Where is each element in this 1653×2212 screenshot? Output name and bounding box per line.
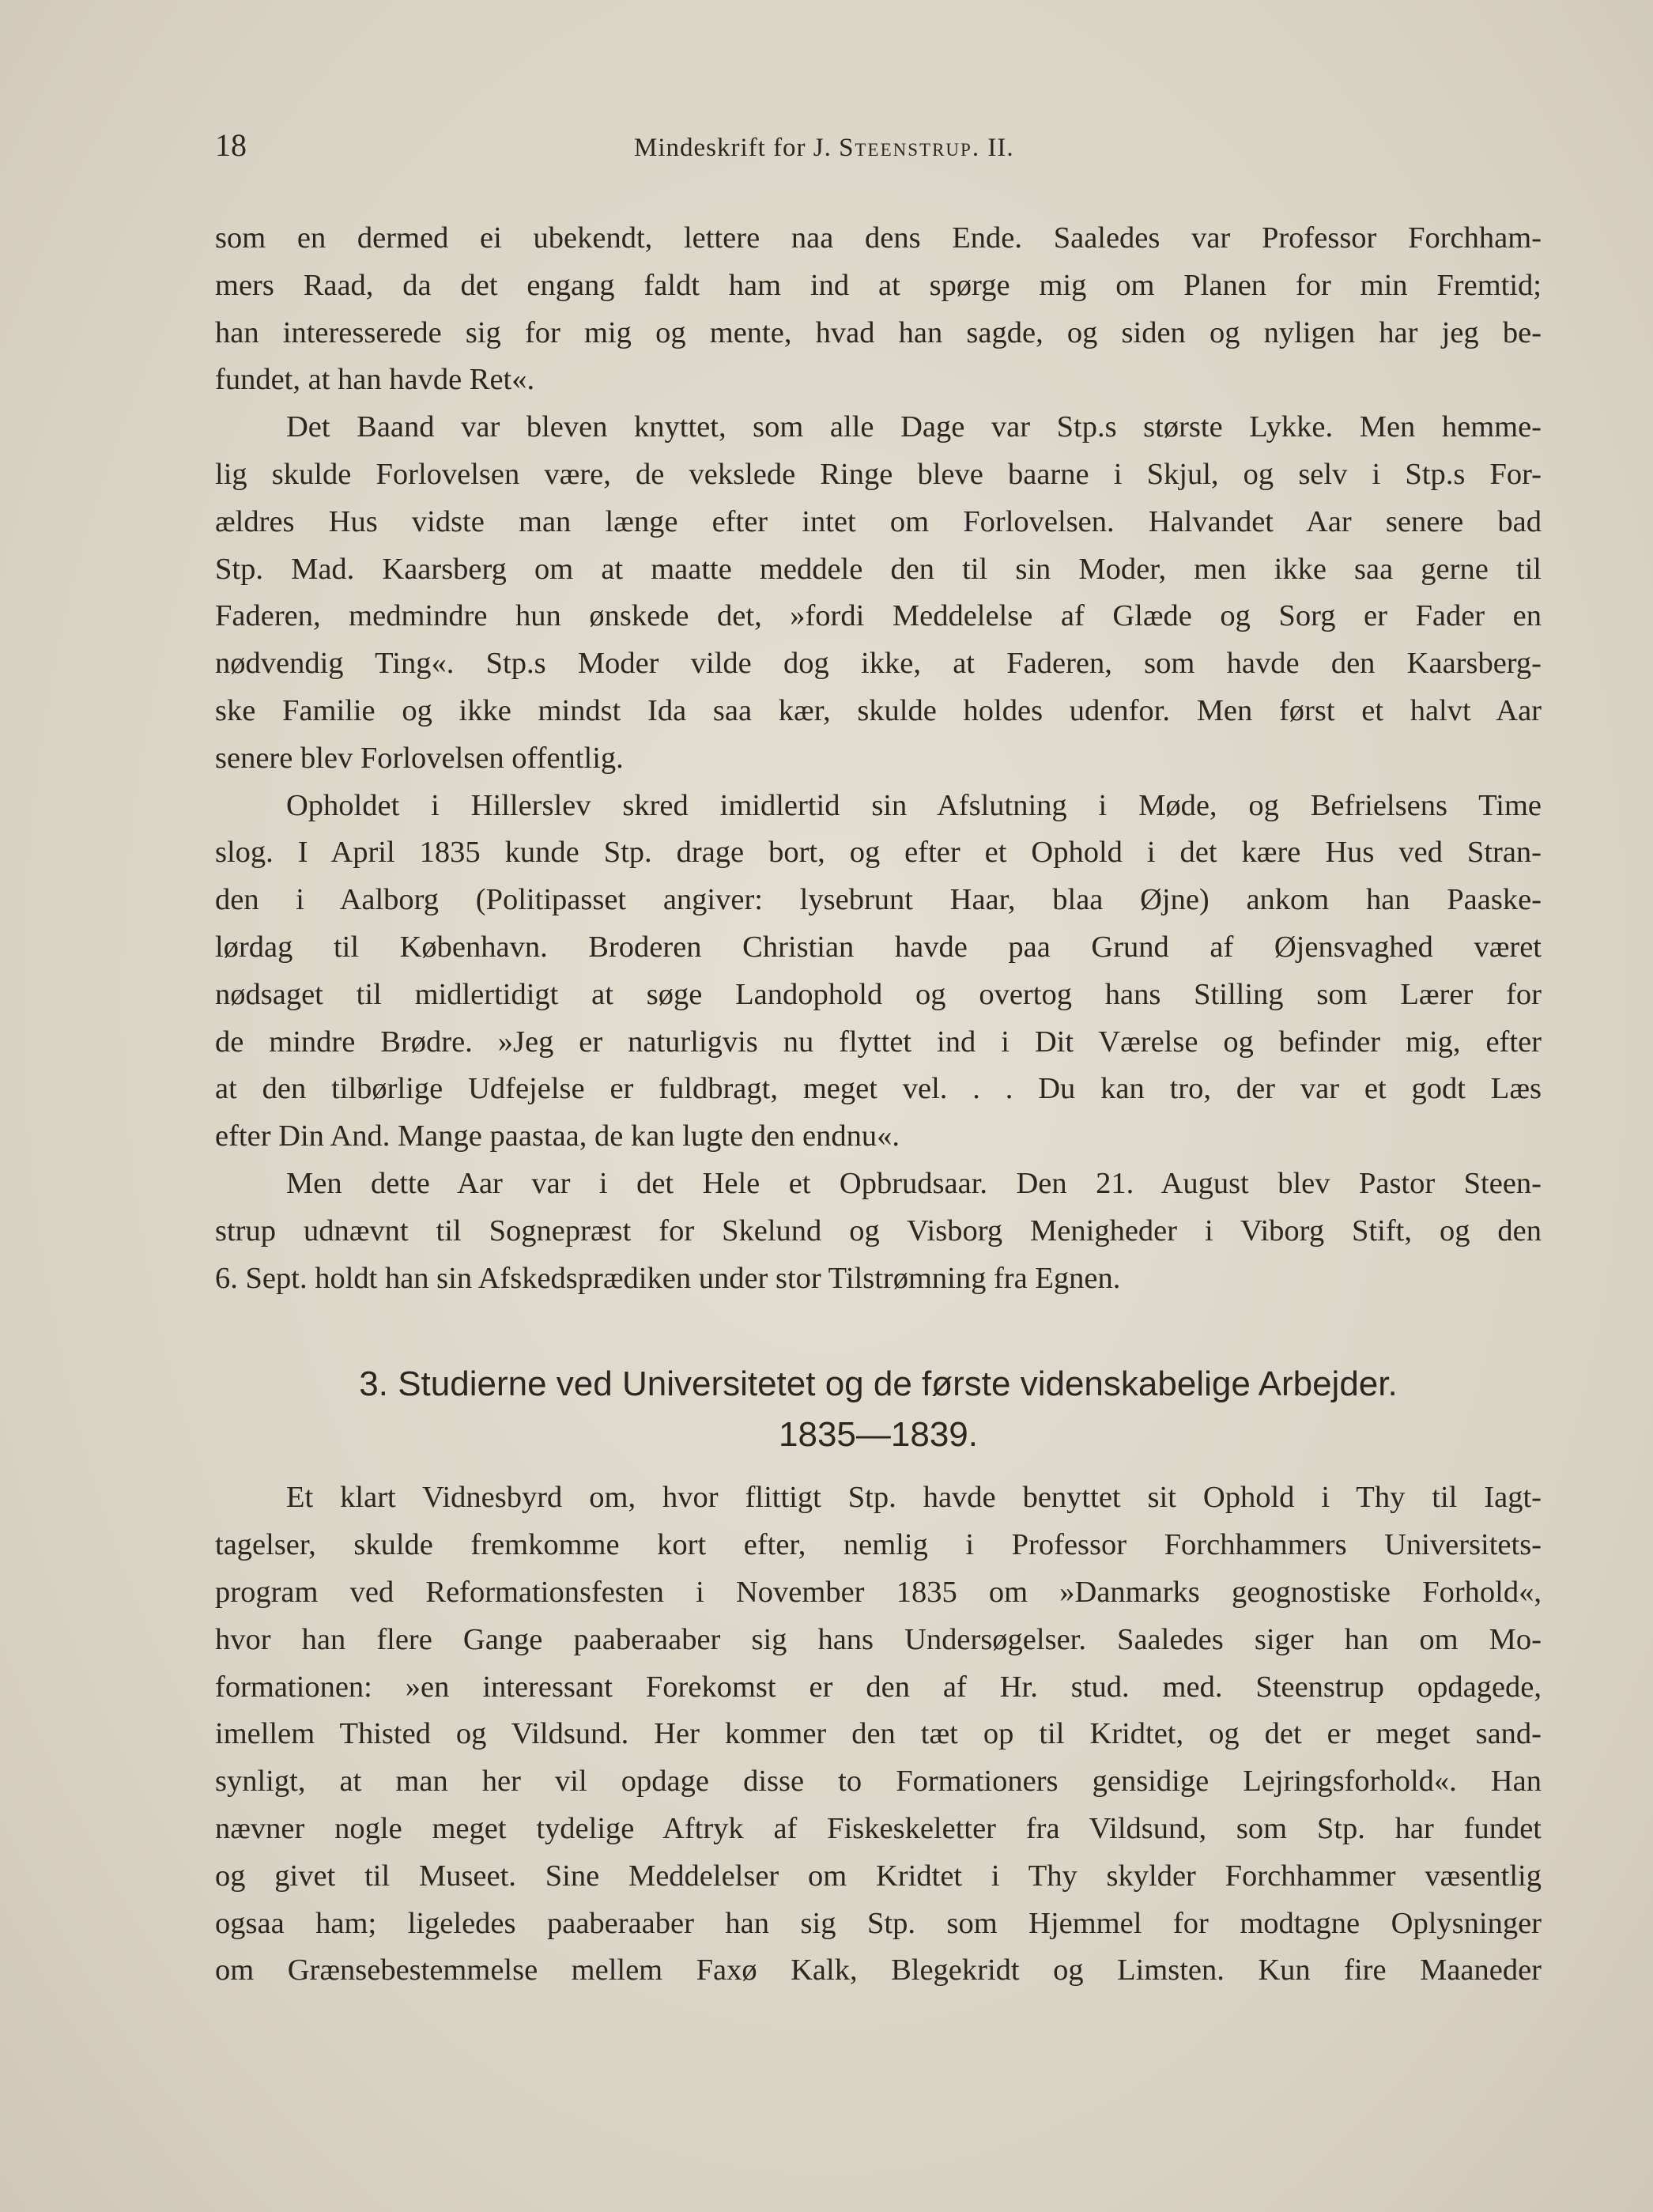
- text-line: efter Din And. Mange paastaa, de kan lugte den endnu«.: [215, 1119, 900, 1153]
- text-line: nævner nogle meget tydelige Aftryk af Fiskeskeletter fra Vildsund, som Stp. har fundet: [215, 1811, 1542, 1845]
- text-line: synligt, at man her vil opdage disse to Formationers gensidige Lejringsforhold«. Han: [215, 1765, 1542, 1799]
- text-line: ogsaa ham; ligeledes paaberaaber han sig Stp. som Hjemmel for modtagne Oplysninger: [215, 1906, 1542, 1940]
- text-line: den i Aalborg (Politipasset angiver: lysebrunt Haar, blaa Øjne) ankom han Paaske-: [215, 883, 1542, 917]
- section-title: 3. Studierne ved Universitetet og de første videnskabelige Arbejder.: [359, 1365, 1398, 1404]
- text-line: ske Familie og ikke mindst Ida saa kær, skulde holdes udenfor. Men først et halvt Aar: [215, 693, 1542, 727]
- text-line: mers Raad, da det engang faldt ham ind at spørge mig om Planen for min Fremtid;: [215, 268, 1542, 302]
- text-line: at den tilbørlige Udfejelse er fuldbragt, meget vel. . . Du kan tro, der var et godt Læs: [215, 1072, 1542, 1106]
- running-head: [634, 134, 1014, 163]
- page-header: [215, 126, 1542, 174]
- running-head-prefix: Mindeskrift for J.: [634, 134, 832, 162]
- running-head-volume: II.: [987, 134, 1014, 162]
- section-heading: [215, 1359, 1542, 1460]
- text-line: formationen: »en interessant Forekomst er den af Hr. stud. med. Steenstrup opdagede,: [215, 1670, 1542, 1704]
- text-line: Et klart Vidnesbyrd om, hvor flittigt Stp. havde benyttet sit Ophold i Thy til Iagt-: [286, 1481, 1542, 1515]
- paragraph-4: [215, 1161, 1542, 1302]
- text-line: nødsaget til midlertidigt at søge Landophold og overtog hans Stilling som Lærer for: [215, 977, 1542, 1011]
- page-number: 18: [215, 127, 247, 163]
- body-text: [215, 215, 1542, 1995]
- text-line: nødvendig Ting«. Stp.s Moder vilde dog ikke, at Faderen, som havde den Kaarsberg-: [215, 647, 1542, 681]
- text-line: Det Baand var bleven knyttet, som alle Dage var Stp.s største Lykke. Men hemme-: [286, 410, 1542, 444]
- text-line: Opholdet i Hillerslev skred imidlertid sin Afslutning i Møde, og Befrielsens Time: [286, 788, 1542, 822]
- text-line: program ved Reformationsfesten i November 1835 om »Danmarks geognostiske Forhold«,: [215, 1575, 1542, 1609]
- text-line: 6. Sept. holdt han sin Afskedsprædiken under stor Tilstrømning fra Egnen.: [215, 1261, 1121, 1295]
- text-line: som en dermed ei ubekendt, lettere naa dens Ende. Saaledes var Professor Forchham-: [215, 221, 1542, 255]
- text-line: hvor han flere Gange paaberaaber sig hans Undersøgelser. Saaledes siger han om Mo-: [215, 1622, 1542, 1656]
- text-line: lørdag til København. Broderen Christian havde paa Grund af Øjensvaghed været: [215, 930, 1542, 964]
- text-line: ældres Hus vidste man længe efter intet om Forlovelsen. Halvandet Aar senere bad: [215, 504, 1542, 538]
- text-line: strup udnævnt til Sognepræst for Skelund og Visborg Menigheder i Viborg Stift, og den: [215, 1214, 1542, 1248]
- text-line: slog. I April 1835 kunde Stp. drage bort, og efter et Ophold i det kære Hus ved Stran-: [215, 836, 1542, 870]
- paragraph-3: [215, 783, 1542, 1161]
- text-line: han interesserede sig for mig og mente, hvad han sagde, og siden og nyligen har jeg be-: [215, 315, 1542, 349]
- text-line: og givet til Museet. Sine Meddelelser om Kridtet i Thy skylder Forchhammer væsentlig: [215, 1859, 1542, 1893]
- running-head-name: Steenstrup.: [839, 134, 981, 162]
- book-page: [215, 126, 1542, 1995]
- paragraph-1: [215, 215, 1542, 404]
- text-line: senere blev Forlovelsen offentlig.: [215, 741, 624, 775]
- section-years: 1835—1839.: [779, 1415, 978, 1455]
- text-line: Stp. Mad. Kaarsberg om at maatte meddele den til sin Moder, men ikke saa gerne til: [215, 552, 1542, 586]
- text-line: om Grænsebestemmelse mellem Faxø Kalk, Blegekridt og Limsten. Kun fire Maaneder: [215, 1953, 1542, 1987]
- text-line: de mindre Brødre. »Jeg er naturligvis nu flyttet ind i Dit Værelse og befinder mig, efter: [215, 1025, 1542, 1059]
- text-line: tagelser, skulde fremkomme kort efter, nemlig i Professor Forchhammers Universitets-: [215, 1528, 1542, 1562]
- text-line: Faderen, medmindre hun ønskede det, »fordi Meddelelse af Glæde og Sorg er Fader en: [215, 599, 1542, 633]
- text-line: lig skulde Forlovelsen være, de vekslede Ringe bleve baarne i Skjul, og selv i Stp.s For-: [215, 457, 1542, 491]
- text-line: imellem Thisted og Vildsund. Her kommer den tæt op til Kridtet, og det er meget sand-: [215, 1717, 1542, 1751]
- text-line: Men dette Aar var i det Hele et Opbrudsaar. Den 21. August blev Pastor Steen-: [286, 1166, 1542, 1200]
- text-line: fundet, at han havde Ret«.: [215, 363, 535, 397]
- paragraph-2: [215, 404, 1542, 782]
- paragraph-5: [215, 1474, 1542, 1995]
